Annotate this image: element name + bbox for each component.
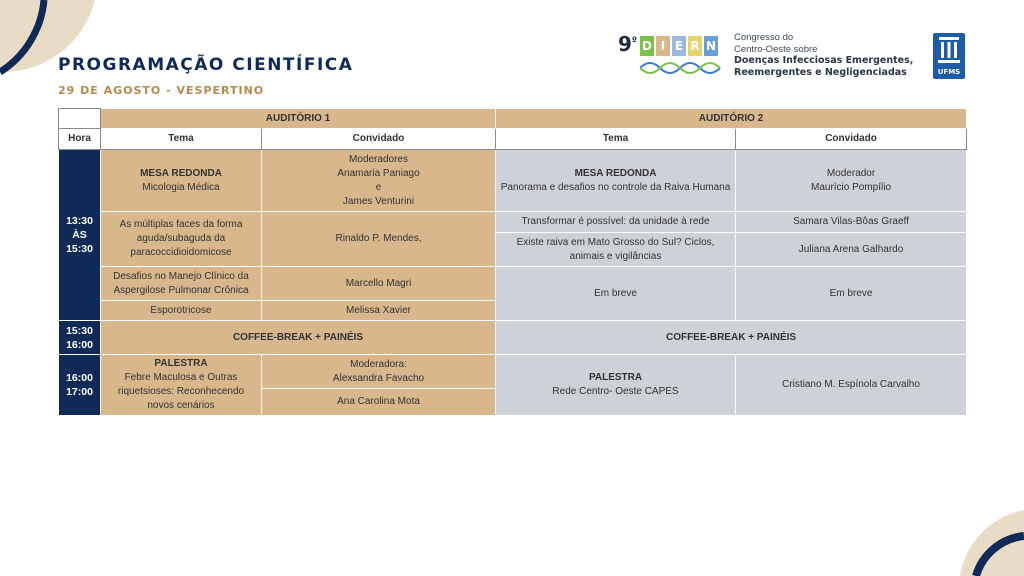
page-subtitle: 29 DE AGOSTO - VESPERTINO [58,84,265,97]
dna-helix-icon [640,58,722,78]
ufms-logo: UFMS [933,33,965,79]
col-convidado-1: Convidado [262,129,496,150]
a1-moderadores: Moderadores Anamaria Paniago e James Venturini [262,150,496,212]
diern-letters [640,36,718,56]
a2-tema-row: Transformar é possível: da unidade à rede [496,212,736,233]
bottom-right-decoration [944,506,1024,576]
auditorio-2-header: AUDITÓRIO 2 [496,109,967,129]
a2-convidado-row: Samara Vilas-Bôas Graeff [736,212,967,233]
a1-tema-row: As múltiplas faces da forma aguda/subaguda da paracoccidioidomicose [101,212,262,267]
a1-coffee-break: COFFEE-BREAK + PAINÉIS [101,321,496,355]
a2-tema-row: Em breve [496,267,736,321]
a2-mesa-redonda-tema: MESA REDONDA Panorama e desafios no controle da Raiva Humana [496,150,736,212]
a1-palestra-convidado: Ana Carolina Mota [262,389,496,416]
ufms-emblem-icon [933,33,965,67]
time-slot-3: 16:00 17:00 [59,355,101,416]
a1-convidado-row: Melissa Xavier [262,301,496,321]
a1-mesa-redonda-tema: MESA REDONDA Micologia Médica [101,150,262,212]
a2-moderador: Moderador Maurício Pompílio [736,150,967,212]
a1-tema-row: Esporotricose [101,301,262,321]
a1-convidado-row: Marcello Magri [262,267,496,301]
congress-name: Congresso do Centro-Oeste sobre Doenças Infecciosas Emergentes, Reemergentes e Negligenciadas [734,32,914,78]
a2-convidado-row: Em breve [736,267,967,321]
a1-moderadora: Moderadora: Alexsandra Favacho [262,355,496,389]
schedule-table [58,108,967,416]
a2-palestra-convidado: Cristiano M. Espínola Carvalho [736,355,967,416]
a1-tema-row: Desafios no Manejo Clínico da Aspergilose Pulmonar Crônica [101,267,262,301]
col-tema-2: Tema [496,129,736,150]
logo-letter: E [672,36,686,56]
logo-letter: I [656,36,670,56]
time-slot-2: 15:30 16:00 [59,321,101,355]
col-convidado-2: Convidado [736,129,967,150]
time-slot-1: 13:30 ÀS 15:30 [59,150,101,321]
a2-tema-row: Existe raiva em Mato Grosso do Sul? Ciclos, animais e vigilâncias [496,233,736,267]
col-hora: Hora [59,129,101,150]
logo-letter: D [640,36,654,56]
col-tema-1: Tema [101,129,262,150]
edition-number: $9^º$ [618,32,637,56]
a2-palestra-tema: PALESTRA Rede Centro- Oeste CAPES [496,355,736,416]
auditorio-1-header: AUDITÓRIO 1 [101,109,496,129]
a1-convidado-row: Rinaldo P. Mendes, [262,212,496,267]
logo-letter: R [688,36,702,56]
diern-logo [618,30,918,86]
page-title: PROGRAMAÇÃO CIENTÍFICA [58,55,354,75]
a1-palestra-tema: PALESTRA Febre Maculosa e Outras riquetsioses: Reconhecendo novos cenários [101,355,262,416]
logo-letter: N [704,36,718,56]
a2-convidado-row: Juliana Arena Galhardo [736,233,967,267]
a2-coffee-break: COFFEE-BREAK + PAINÉIS [496,321,967,355]
